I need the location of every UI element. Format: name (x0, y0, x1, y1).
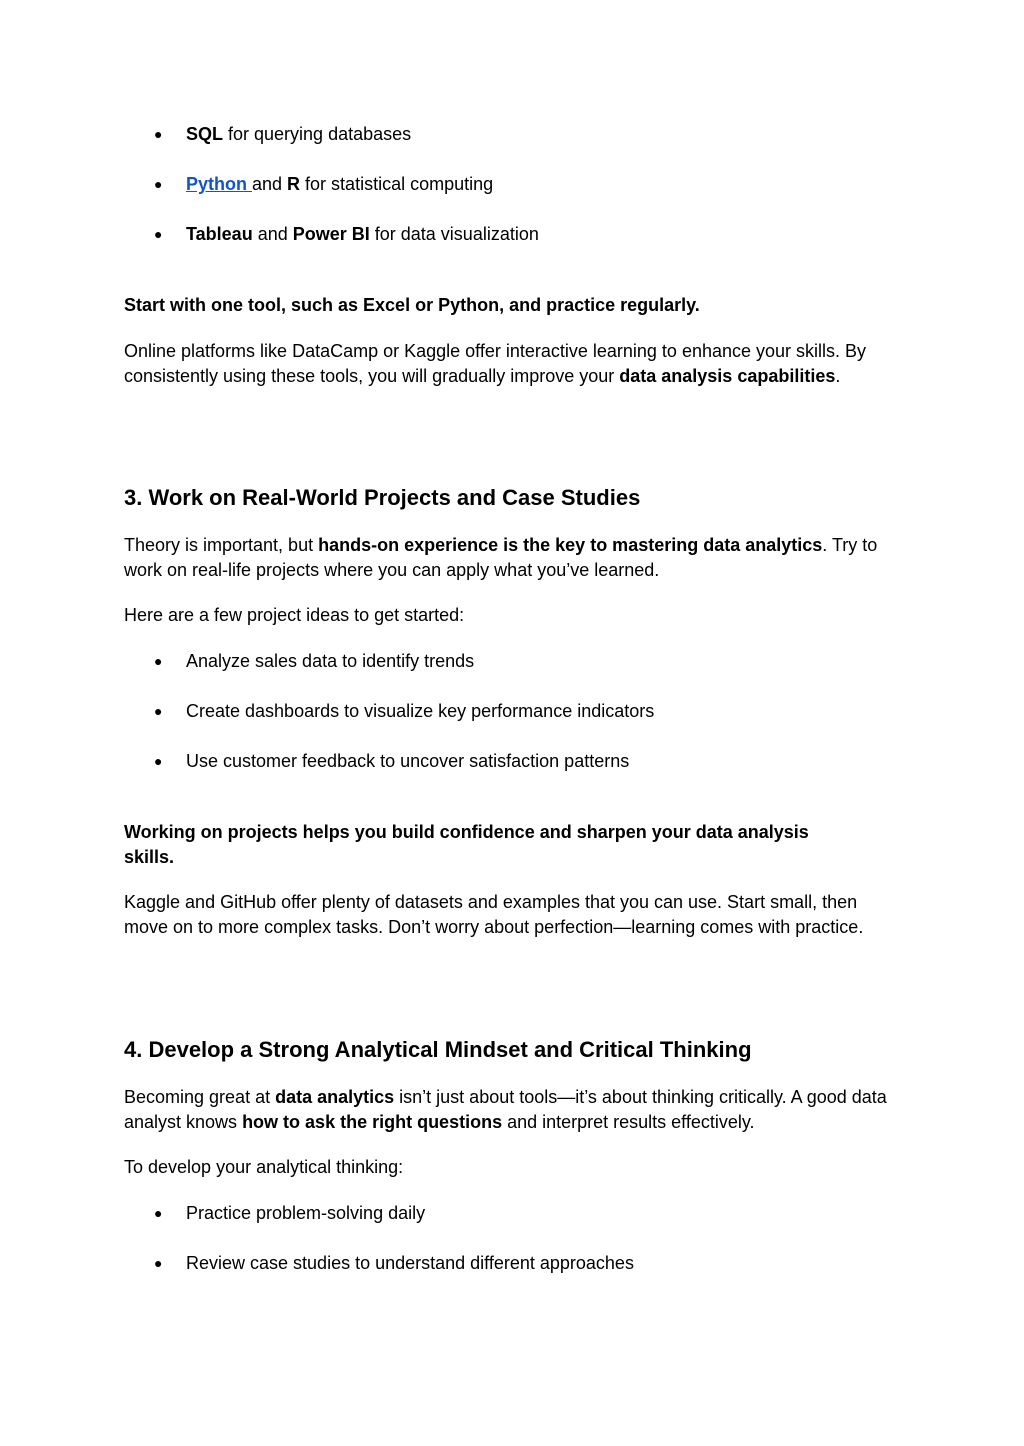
list-text: Analyze sales data to identify trends (186, 651, 475, 671)
bullet-icon: ● (154, 126, 163, 142)
bullet-icon: ● (154, 753, 163, 769)
paragraph (124, 339, 889, 389)
text: Online platforms like DataCamp or Kaggle offer interactive learning to enhance your skills. By consistently using these tools, you will gradually improve your (124, 341, 867, 386)
list-text: Practice problem-solving daily (186, 1203, 426, 1223)
bullet-icon: ● (154, 1205, 163, 1221)
paragraph (124, 890, 899, 940)
text: Becoming great at (124, 1087, 276, 1107)
list-text: and (252, 174, 288, 194)
python-link[interactable]: Python (186, 174, 252, 194)
paragraph (124, 1155, 899, 1180)
text: To develop your analytical thinking: (124, 1157, 404, 1177)
bullet-icon: ● (154, 653, 163, 669)
tool-name: Tableau (186, 224, 253, 244)
text: Theory is important, but (124, 535, 319, 555)
heading: 4. Develop a Strong Analytical Mindset and Critical Thinking (124, 1037, 752, 1062)
list-text: Use customer feedback to uncover satisfaction patterns (186, 751, 630, 771)
text: . Try to work on real-life projects where you can apply what you’ve learned. (124, 535, 878, 580)
paragraph (124, 603, 899, 628)
bullet-icon: ● (154, 176, 163, 192)
bold-text: data analysis capabilities (619, 366, 836, 386)
text: Kaggle and GitHub offer plenty of datasets and examples that you can use. Start small, then move on to more complex tasks. Don’t worry about perfection—learning comes with practice. (124, 892, 864, 937)
list-text: and (252, 224, 293, 244)
list-text: Create dashboards to visualize key performance indicators (186, 701, 655, 721)
bold-text: hands-on experience is the key to mastering data analytics (318, 535, 823, 555)
text: isn’t just about tools—it’s about thinking critically. A good data analyst knows (124, 1087, 887, 1132)
bold-text: data analytics (275, 1087, 395, 1107)
text: . (835, 366, 841, 386)
bullet-icon: ● (154, 703, 163, 719)
text: and interpret results effectively. (502, 1112, 755, 1132)
text: Here are a few project ideas to get started: (124, 605, 465, 625)
list-text: for data visualization (369, 224, 539, 244)
bullet-icon: ● (154, 1255, 163, 1271)
paragraph (124, 533, 899, 583)
bold-text: how to ask the right questions (242, 1112, 503, 1132)
heading: 3. Work on Real-World Projects and Case Studies (124, 485, 641, 510)
section-3-heading (124, 484, 899, 512)
paragraph (124, 1085, 889, 1135)
bold-tip (124, 293, 899, 318)
list-text: for statistical computing (300, 174, 494, 194)
bold-tip (124, 820, 859, 870)
bullet-icon: ● (154, 226, 163, 242)
bold-tip-text: Working on projects helps you build confidence and sharpen your data analysis skills. (124, 822, 809, 867)
tool-name: SQL (186, 124, 224, 144)
list-text: for querying databases (223, 124, 412, 144)
section-4-heading (124, 1036, 899, 1064)
bold-tip-text: Start with one tool, such as Excel or Python, and practice regularly. (124, 295, 700, 315)
list-text: Review case studies to understand different approaches (186, 1253, 634, 1273)
tool-name: Power BI (292, 224, 370, 244)
tool-name: R (287, 174, 301, 194)
